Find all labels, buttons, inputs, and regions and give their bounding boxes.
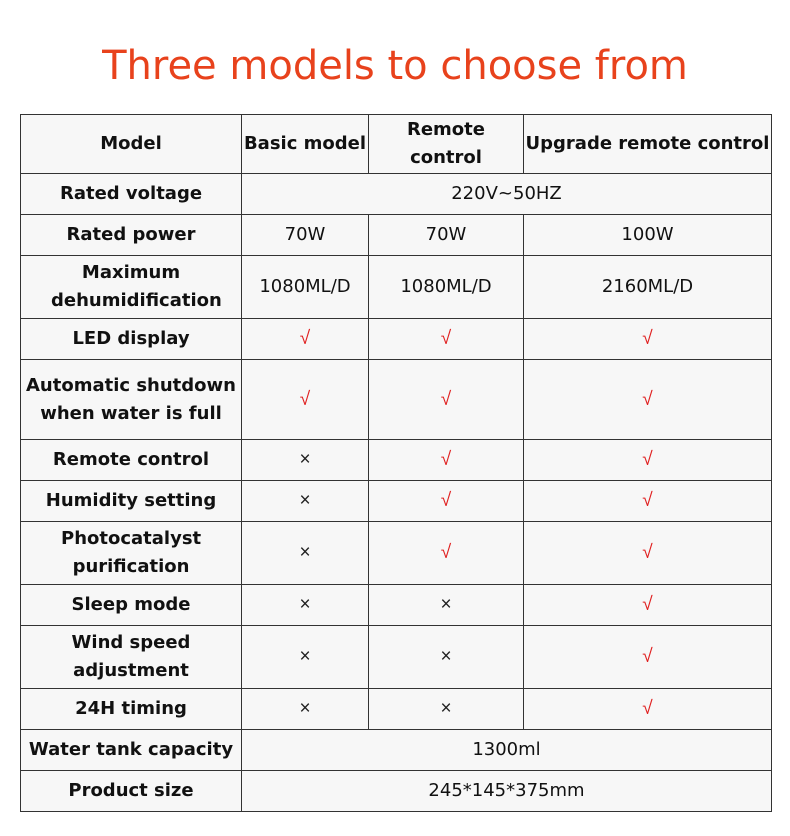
header-remote-control: Remote control <box>369 115 524 174</box>
mark-led-remote: √ <box>369 319 524 360</box>
row-label-product-size: Product size <box>21 771 242 812</box>
mark-wind-remote: × <box>369 626 524 689</box>
row-label-sleep-mode: Sleep mode <box>21 585 242 626</box>
row-label-24h-timing: 24H timing <box>21 689 242 730</box>
header-basic-model: Basic model <box>242 115 369 174</box>
mark-timing-remote: × <box>369 689 524 730</box>
cell-dehumidification-remote: 1080ML/D <box>369 256 524 319</box>
cell-water-tank: 1300ml <box>242 730 772 771</box>
mark-remote-basic: × <box>242 440 369 481</box>
row-label-photocatalyst: Photocatalyst purification <box>21 522 242 585</box>
mark-shutdown-remote: √ <box>369 360 524 440</box>
table-row <box>21 256 772 319</box>
table-row <box>21 626 772 689</box>
mark-humidity-upgrade: √ <box>524 481 772 522</box>
cell-rated-voltage: 220V~50HZ <box>242 174 772 215</box>
table-header-row <box>21 115 772 174</box>
mark-photocatalyst-upgrade: √ <box>524 522 772 585</box>
table-row <box>21 481 772 522</box>
mark-wind-basic: × <box>242 626 369 689</box>
mark-led-basic: √ <box>242 319 369 360</box>
table-row <box>21 319 772 360</box>
table-row <box>21 585 772 626</box>
row-label-auto-shutdown: Automatic shutdown when water is full <box>21 360 242 440</box>
row-label-humidity-setting: Humidity setting <box>21 481 242 522</box>
cell-dehumidification-basic: 1080ML/D <box>242 256 369 319</box>
cell-rated-power-upgrade: 100W <box>524 215 772 256</box>
table-row <box>21 730 772 771</box>
mark-sleep-remote: × <box>369 585 524 626</box>
mark-photocatalyst-basic: × <box>242 522 369 585</box>
mark-remote-upgrade: √ <box>524 440 772 481</box>
mark-led-upgrade: √ <box>524 319 772 360</box>
row-label-water-tank: Water tank capacity <box>21 730 242 771</box>
row-label-rated-voltage: Rated voltage <box>21 174 242 215</box>
header-upgrade-remote-control: Upgrade remote control <box>524 115 772 174</box>
mark-timing-basic: × <box>242 689 369 730</box>
mark-sleep-basic: × <box>242 585 369 626</box>
mark-wind-upgrade: √ <box>524 626 772 689</box>
mark-humidity-remote: √ <box>369 481 524 522</box>
mark-humidity-basic: × <box>242 481 369 522</box>
table-row <box>21 440 772 481</box>
mark-photocatalyst-remote: √ <box>369 522 524 585</box>
table-row <box>21 215 772 256</box>
table-row <box>21 174 772 215</box>
table-row <box>21 360 772 440</box>
row-label-max-dehumidification: Maximum dehumidification <box>21 256 242 319</box>
cell-rated-power-basic: 70W <box>242 215 369 256</box>
row-label-led-display: LED display <box>21 319 242 360</box>
row-label-remote-control: Remote control <box>21 440 242 481</box>
mark-remote-remote: √ <box>369 440 524 481</box>
mark-timing-upgrade: √ <box>524 689 772 730</box>
page-title: Three models to choose from <box>102 43 688 89</box>
comparison-table <box>20 114 772 812</box>
cell-dehumidification-upgrade: 2160ML/D <box>524 256 772 319</box>
row-label-rated-power: Rated power <box>21 215 242 256</box>
cell-rated-power-remote: 70W <box>369 215 524 256</box>
header-model: Model <box>21 115 242 174</box>
row-label-wind-speed: Wind speed adjustment <box>21 626 242 689</box>
table-row <box>21 689 772 730</box>
table-row <box>21 522 772 585</box>
mark-shutdown-basic: √ <box>242 360 369 440</box>
mark-sleep-upgrade: √ <box>524 585 772 626</box>
table-row <box>21 771 772 812</box>
cell-product-size: 245*145*375mm <box>242 771 772 812</box>
mark-shutdown-upgrade: √ <box>524 360 772 440</box>
